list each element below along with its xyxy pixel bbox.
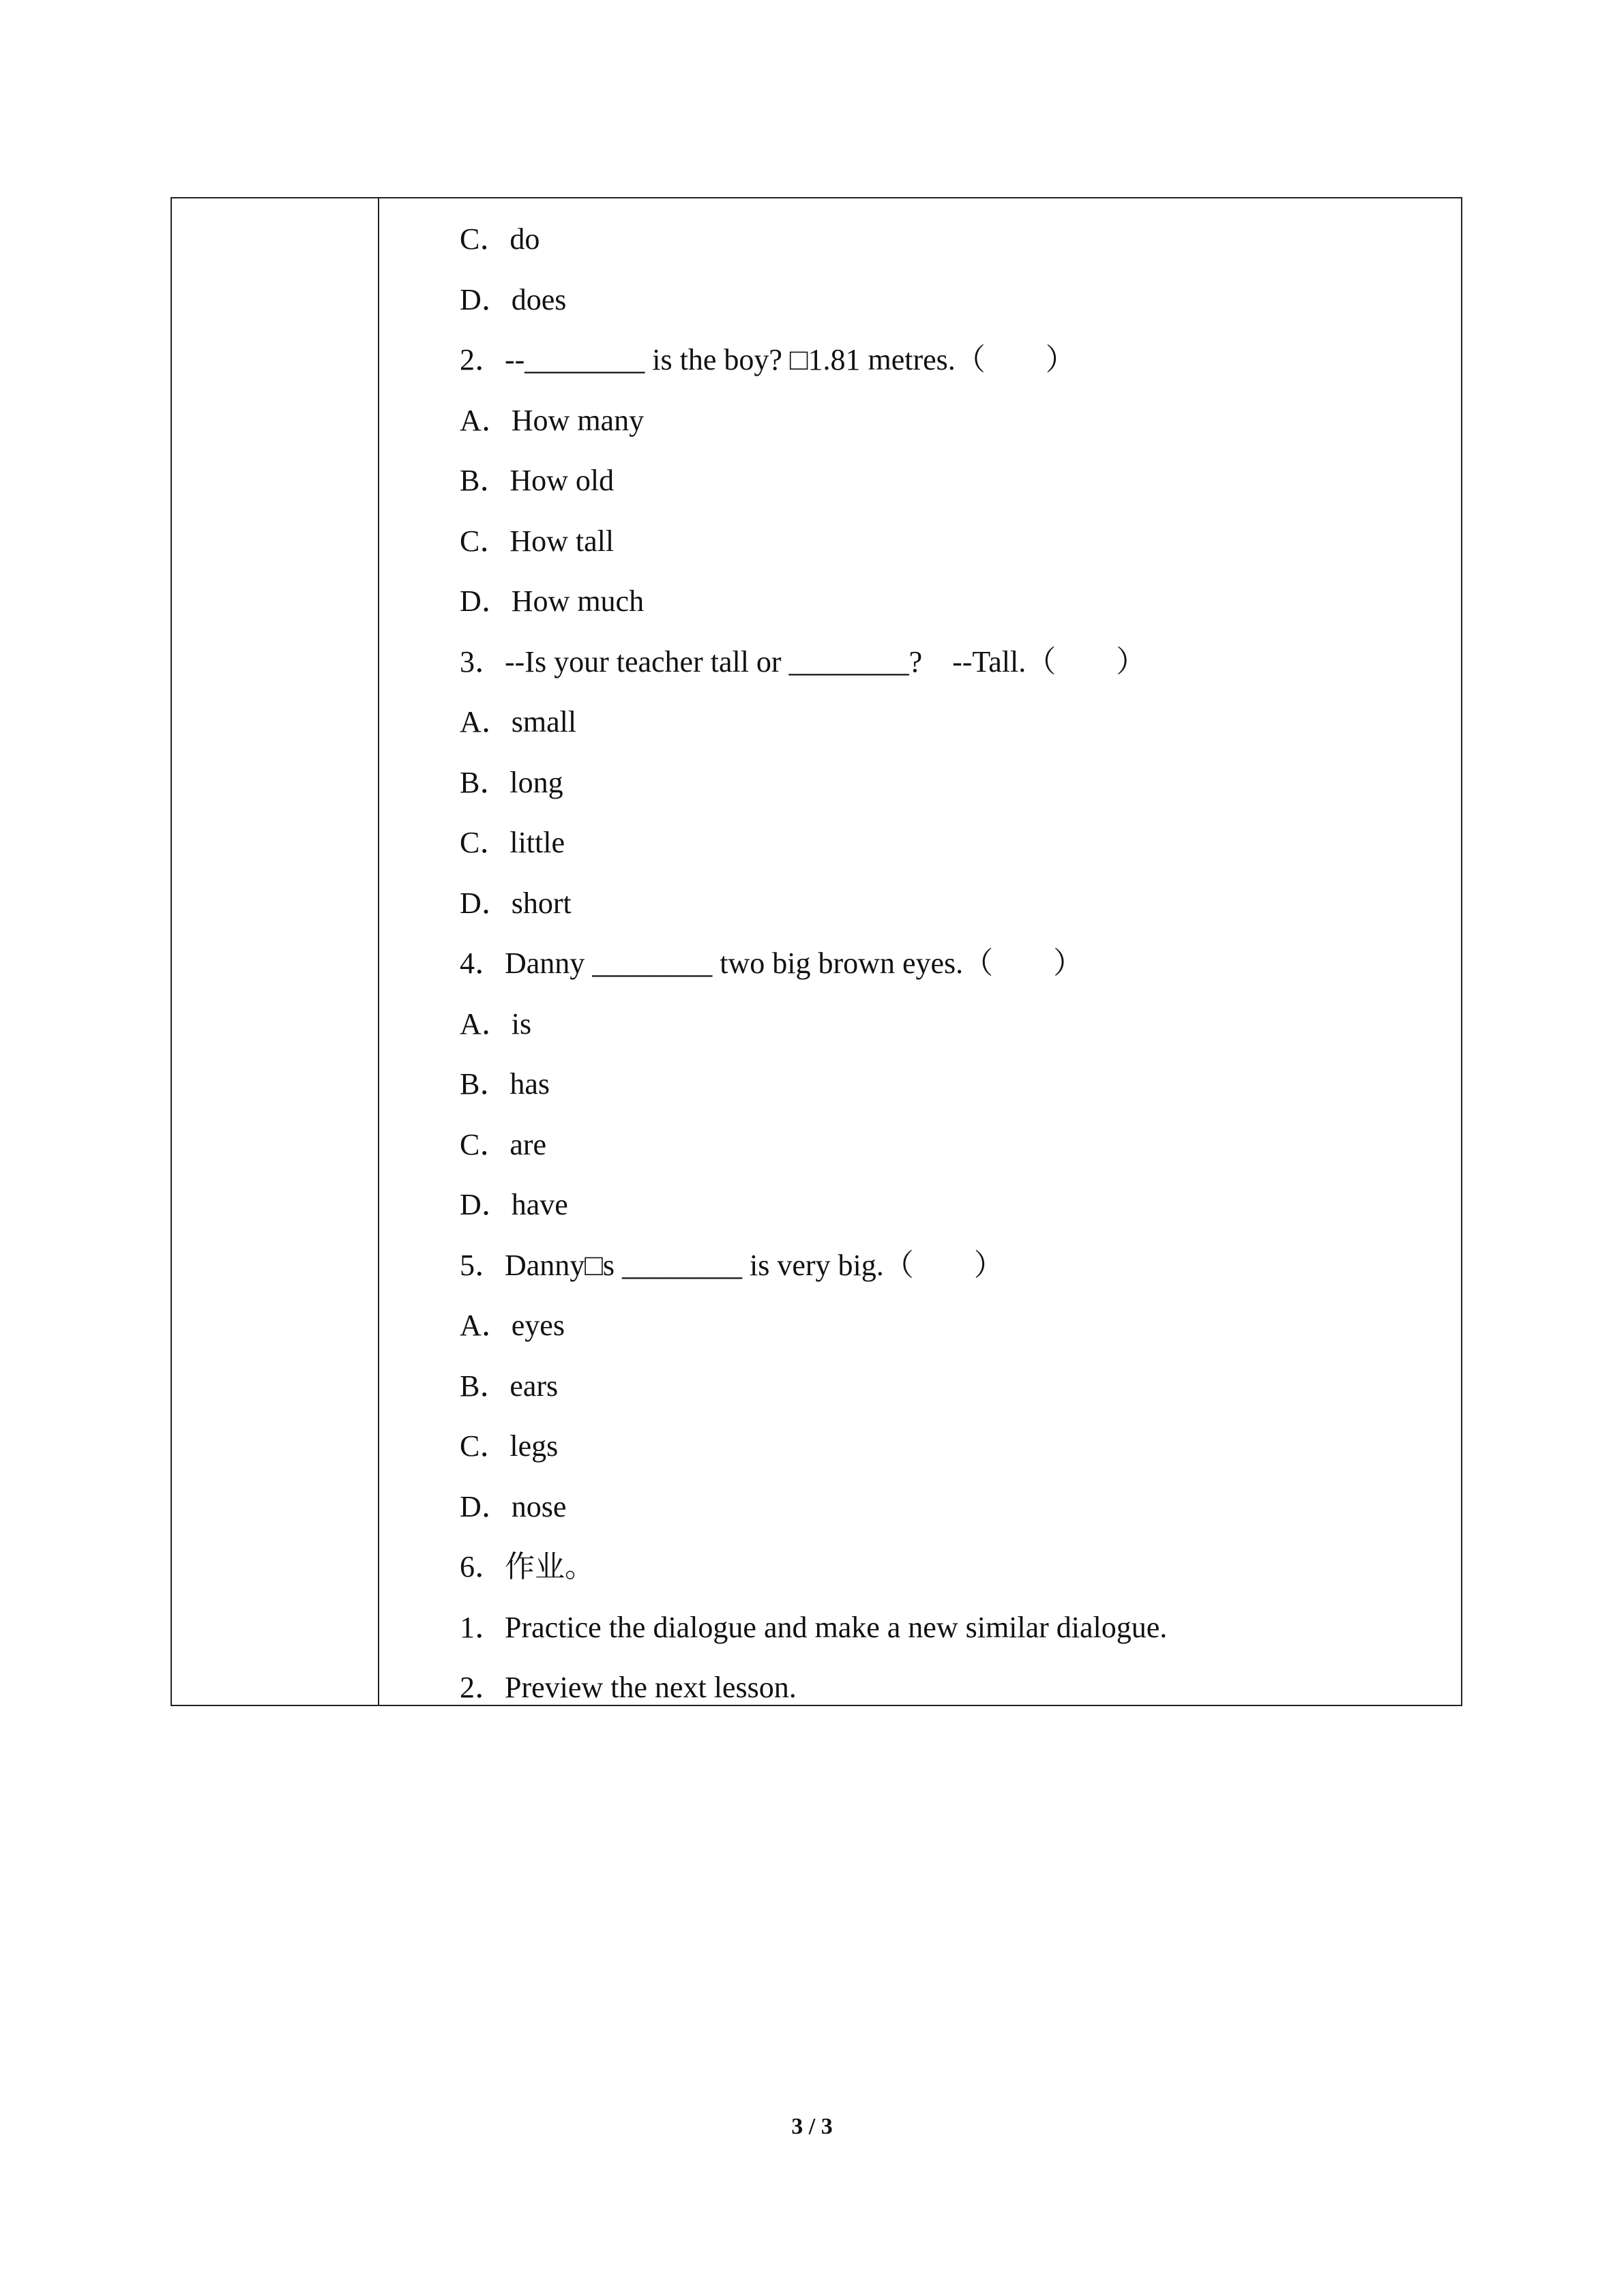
question-line: 3．--Is your teacher tall or ________? --Tall.（ ） (460, 644, 1147, 679)
homework-heading: 6．作业。 (460, 1550, 595, 1583)
option-line: B．has (460, 1067, 550, 1101)
option-line: C．are (460, 1127, 547, 1161)
question-line: 5．Danny□s ________ is very big.（ ） (460, 1248, 1004, 1282)
option-line: C．little (460, 826, 565, 859)
exercise-content (460, 218, 1442, 1727)
option-line: D．nose (460, 1489, 567, 1523)
option-line: B．ears (460, 1369, 559, 1403)
option-line: D．How much (460, 584, 645, 618)
homework-item: 2．Preview the next lesson. (460, 1671, 797, 1704)
page-number: 3 / 3 (791, 2114, 833, 2139)
option-line: B．How old (460, 464, 615, 497)
question-line: 2．--________ is the boy? □1.81 metres.（ ） (460, 343, 1076, 376)
option-line: B．long (460, 765, 563, 799)
option-line: A．eyes (460, 1309, 565, 1342)
option-line: A．How many (460, 403, 645, 437)
option-line: D．short (460, 886, 572, 920)
option-line: C．legs (460, 1429, 559, 1463)
option-line: C．How tall (460, 524, 615, 558)
option-line: A．is (460, 1007, 532, 1041)
option-line: A．small (460, 705, 577, 739)
column-divider (378, 198, 379, 1705)
homework-item: 1．Practice the dialogue and make a new similar dialogue. (460, 1610, 1168, 1644)
question-line: 4．Danny ________ two big brown eyes.（ ） (460, 946, 1084, 980)
option-line: C．do (460, 222, 540, 256)
option-line: D．does (460, 282, 567, 316)
option-line: D．have (460, 1188, 568, 1221)
